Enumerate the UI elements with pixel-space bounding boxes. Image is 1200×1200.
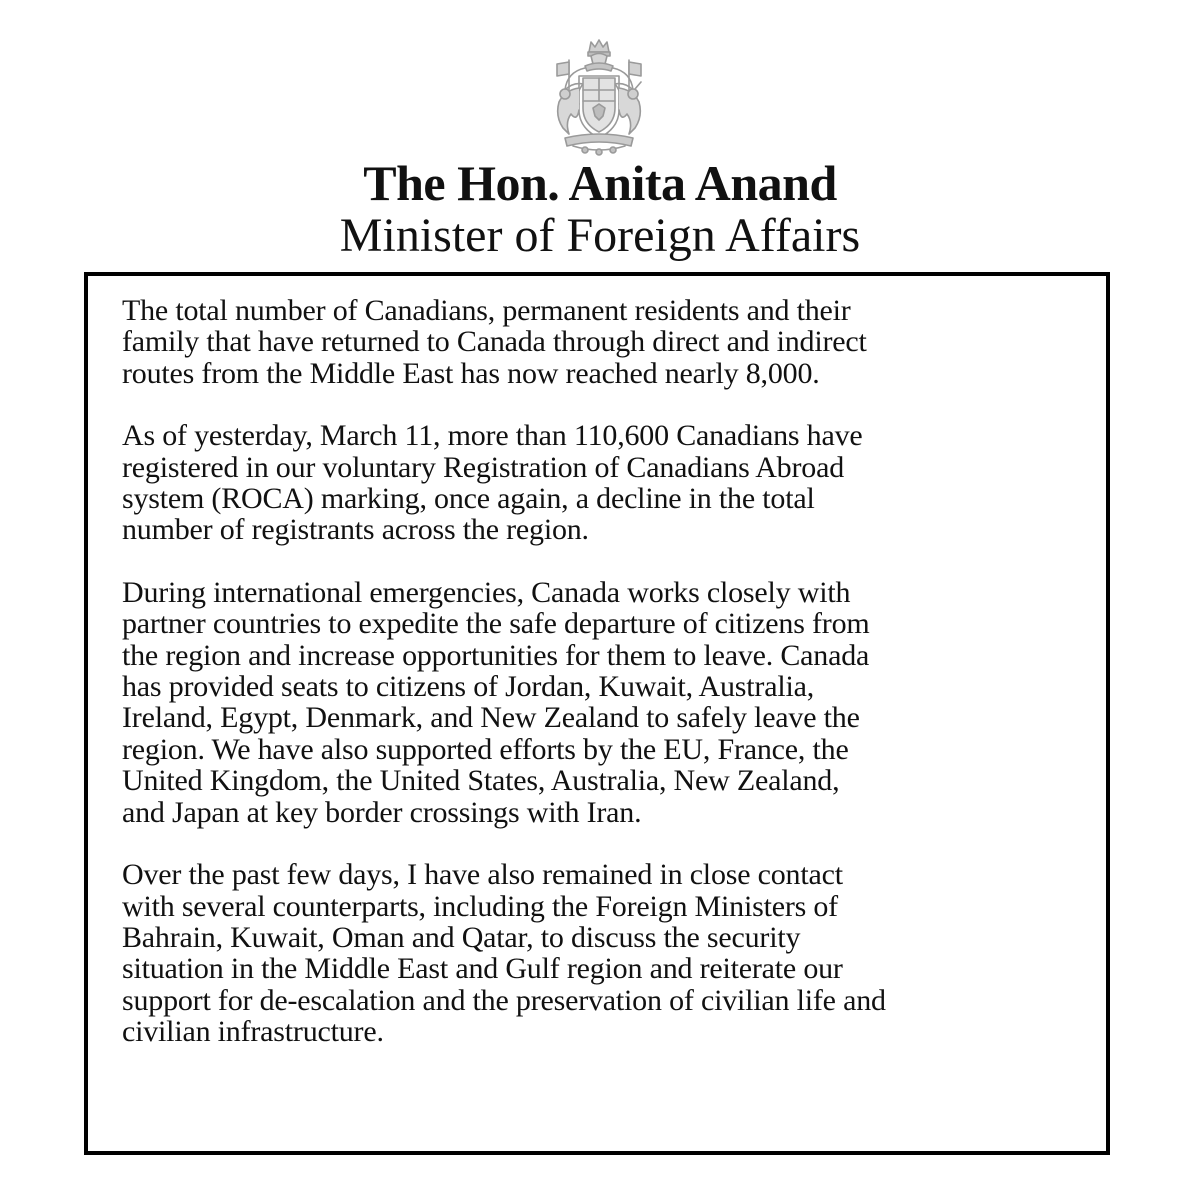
statement-body bbox=[122, 295, 1102, 1079]
text-line: situation in the Middle East and Gulf region and reiterate our bbox=[122, 952, 843, 986]
paragraph-2 bbox=[122, 420, 1102, 546]
text-line: During international emergencies, Canada works closely with bbox=[122, 575, 851, 609]
text-line: As of yesterday, March 11, more than 110,600 Canadians have bbox=[122, 419, 863, 453]
text-line: has provided seats to citizens of Jordan, Kuwait, Australia, bbox=[122, 670, 815, 704]
text-line: and Japan at key border crossings with Iran. bbox=[122, 795, 642, 829]
text-line: the region and increase opportunities for them to leave. Canada bbox=[122, 638, 870, 672]
text-line: with several counterparts, including the Foreign Ministers of bbox=[122, 889, 838, 923]
text-line: Bahrain, Kuwait, Oman and Qatar, to discuss the security bbox=[122, 920, 801, 954]
text-line: civilian infrastructure. bbox=[122, 1015, 384, 1049]
minister-name: The Hon. Anita Anand bbox=[363, 155, 837, 211]
text-line: system (ROCA) marking, once again, a decline in the total bbox=[122, 482, 815, 516]
coat-of-arms-icon bbox=[545, 38, 653, 156]
text-line: region. We have also supported efforts by the EU, France, the bbox=[122, 732, 849, 766]
paragraph-3 bbox=[122, 577, 1102, 828]
text-line: United Kingdom, the United States, Australia, New Zealand, bbox=[122, 764, 840, 798]
text-line: partner countries to expedite the safe departure of citizens from bbox=[122, 607, 870, 641]
header bbox=[0, 155, 1200, 262]
text-line: The total number of Canadians, permanent residents and their bbox=[122, 294, 851, 327]
minister-title: Minister of Foreign Affairs bbox=[339, 209, 861, 262]
text-line: registered in our voluntary Registration of Canadians Abroad bbox=[122, 450, 844, 484]
text-line: number of registrants across the region. bbox=[122, 513, 589, 547]
text-line: support for de-escalation and the preservation of civilian life and bbox=[122, 983, 886, 1017]
paragraph-1 bbox=[122, 295, 1102, 389]
text-line: Over the past few days, I have also remained in close contact bbox=[122, 858, 843, 892]
text-line: family that have returned to Canada through direct and indirect bbox=[122, 325, 867, 359]
paragraph-4 bbox=[122, 859, 1102, 1047]
text-line: Ireland, Egypt, Denmark, and New Zealand to safely leave the bbox=[122, 701, 860, 735]
text-line: routes from the Middle East has now reached nearly 8,000. bbox=[122, 356, 820, 390]
